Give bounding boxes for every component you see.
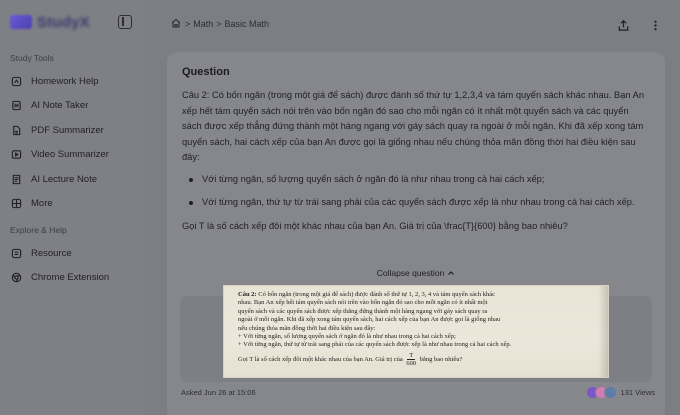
sidebar-item-ai-note-taker[interactable]	[8, 94, 136, 119]
photo-text: Gọi T là số cách xếp đôi một khác nhau của bạn An. Giá trị của	[238, 355, 403, 363]
question-conditions	[182, 172, 650, 211]
breadcrumb-basic-math[interactable]: Basic Math	[224, 19, 270, 29]
sidebar-item-label: PDF Summarizer	[31, 124, 104, 136]
sidebar-item-label: AI Lecture Note	[31, 173, 98, 185]
photo-line	[238, 352, 599, 367]
question-footer	[181, 384, 655, 400]
photo-line: + Với từng ngăn, số lượng quyển sách ở ngăn đó là như nhau trong cả hai cách xếp;	[238, 333, 456, 341]
more-vertical-icon	[649, 19, 662, 32]
grid-icon	[11, 198, 22, 209]
sidebar-item-ai-lecture-note[interactable]	[8, 167, 136, 192]
fraction-numerator: T	[409, 351, 414, 359]
sidebar-item-chrome-extension[interactable]	[8, 266, 136, 291]
photo-line: quyển sách và các quyển sách được xếp thẳng đứng thành một hàng ngang với gáy sách quay ra	[238, 307, 488, 315]
share-button[interactable]	[612, 14, 634, 36]
sidebar	[0, 0, 144, 415]
avatar-group	[586, 386, 617, 399]
sidebar-item-label: More	[31, 198, 53, 210]
question-title: Question	[182, 66, 230, 78]
breadcrumb-separator: >	[216, 19, 222, 29]
photo-shadow	[598, 286, 608, 378]
list-item: Với từng ngăn, số lượng quyển sách ở ngăn đó là như nhau trong cả hai cách xếp;	[182, 172, 650, 188]
video-icon	[11, 149, 22, 160]
sidebar-item-label: Chrome Extension	[31, 272, 110, 284]
home-icon[interactable]	[170, 17, 182, 31]
resource-icon	[11, 248, 22, 259]
brand-bar	[8, 0, 136, 44]
sidebar-item-label: AI Note Taker	[31, 100, 89, 112]
photo-text: bằng bao nhiêu?	[419, 355, 463, 363]
collapse-question-button[interactable]	[167, 268, 665, 278]
viewers	[586, 386, 655, 399]
logo-text: StudyX	[37, 13, 90, 31]
photo-line: + Với từng ngăn, thứ tự từ trái sang phải của các quyển sách được xếp là như nhau trong cả hai cách xếp.	[238, 341, 512, 349]
mic-icon	[11, 100, 22, 111]
breadcrumb-separator: >	[185, 19, 191, 29]
photo-line: nếu chúng thỏa mãn đồng thời hai điều kiện sau đây:	[238, 324, 376, 332]
sidebar-toggle-icon[interactable]	[118, 15, 132, 29]
chrome-icon	[11, 272, 22, 283]
section-label-study-tools: Study Tools	[10, 53, 54, 63]
question-final: Gọi T là số cách xếp đôi một khác nhau của bạn An. Giá trị của \frac{T}{600} bằng bao nhiêu?	[182, 220, 568, 231]
file-icon	[11, 125, 22, 136]
top-actions	[612, 14, 666, 36]
share-icon	[617, 19, 630, 32]
question-intro: Câu 2: Có bốn ngăn (trong một giá để sách) được đánh số thứ tự 1,2,3,4 và tám quyển sách khác nhau. Bạn An xếp hết tám quyển sách nói trên vào bốn ngăn đó sao cho mỗi ngăn có ít nhất một quyển sách và các quyển sách được xếp thẳng đứng thành một hàng ngang với gáy sách quay ra ngoài ở mỗi ngăn. Khi đã xếp xong tám quyển sách, hai cách xếp của bạn An được gọi là giống nhau nếu chúng thỏa mãn đồng thời hai điều kiện sau đây:	[182, 90, 645, 162]
more-options-button[interactable]	[644, 14, 666, 36]
sidebar-item-pdf-summarizer[interactable]	[8, 118, 136, 143]
photo-text: Có bốn ngăn (trong một giá để sách) được đánh số thứ tự 1, 2, 3, 4 và tám quyển sách khác	[258, 291, 495, 298]
fraction-denominator: 600	[406, 359, 417, 367]
section-label-explore: Explore & Help	[10, 225, 67, 235]
sidebar-item-resource[interactable]	[8, 241, 136, 266]
sidebar-item-label: Video Summarizer	[31, 149, 109, 161]
photo-line: ngoài ở mỗi ngăn. Khi đã xếp xong tám quyển sách, hai cách xếp của bạn An được gọi là giống nhau	[238, 316, 501, 324]
sidebar-item-more[interactable]	[8, 192, 136, 217]
breadcrumb-math[interactable]: Math	[193, 19, 214, 29]
question-photo[interactable]	[223, 285, 609, 378]
top-bar	[144, 0, 680, 48]
asked-timestamp: Asked Jun 26 at 15:06	[181, 387, 256, 397]
avatar	[604, 386, 617, 399]
logo[interactable]	[10, 14, 90, 31]
fraction	[406, 352, 416, 367]
breadcrumb	[170, 17, 269, 31]
sidebar-item-video-summarizer[interactable]	[8, 143, 136, 168]
home-icon	[11, 76, 22, 87]
photo-line: Câu 2: Có bốn ngăn (trong một giá để sách) được đánh số thứ tự 1, 2, 3, 4 và tám quyển sách khác	[238, 291, 495, 298]
collapse-label: Collapse question	[376, 268, 445, 278]
photo-line: nhau. Bạn An xếp hết tám quyển sách nói trên vào bốn ngăn đó sao cho mỗi ngăn có ít nhất một	[238, 299, 488, 307]
sidebar-item-label: Homework Help	[31, 75, 99, 87]
sidebar-item-label: Resource	[31, 247, 72, 259]
chevron-up-icon	[447, 269, 455, 277]
views-count: 131 Views	[620, 387, 655, 397]
list-item: Với từng ngăn, thứ tự từ trái sang phải của các quyển sách được xếp là như nhau trong cả hai cách xếp.	[182, 195, 650, 211]
logo-icon	[10, 15, 32, 29]
sidebar-item-homework-help[interactable]	[8, 69, 136, 94]
note-icon	[11, 174, 22, 185]
